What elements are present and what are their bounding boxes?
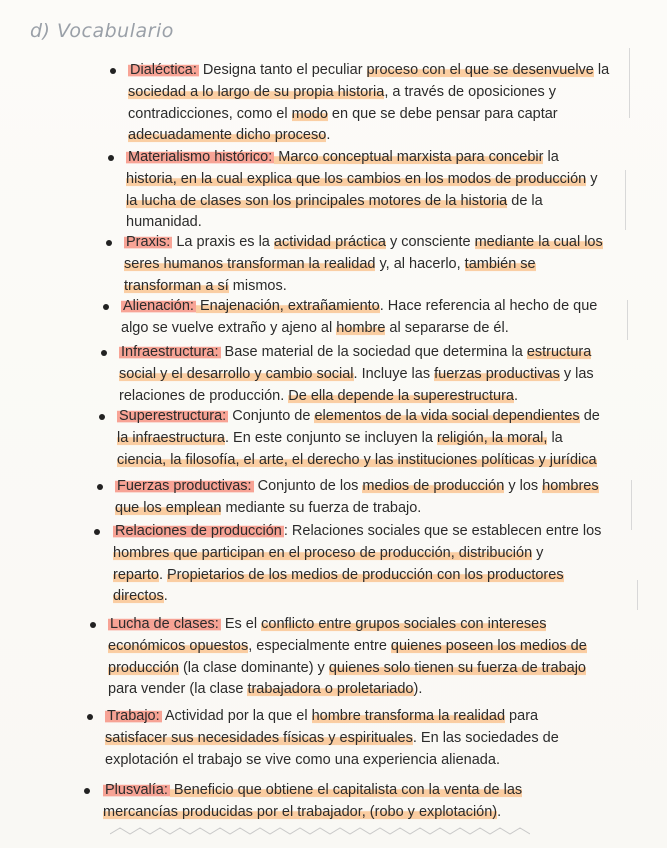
definition-text: la — [593, 62, 610, 78]
bullet-point — [94, 529, 100, 535]
page-heading: d) Vocabulario — [30, 20, 174, 42]
highlighted-text: satisfacer sus necesidades físicas y espirituales — [105, 729, 413, 746]
definition-text: y las — [559, 365, 594, 382]
definition-text: para — [505, 708, 539, 724]
highlighted-text: hombres — [542, 478, 599, 494]
highlighted-text: sociedad a lo largo de su propia historia — [128, 83, 385, 100]
vocabulary-entry — [117, 406, 600, 471]
highlighted-text: fuerzas productivas — [434, 365, 560, 382]
bullet-point — [101, 350, 107, 356]
entry-line — [121, 318, 597, 340]
definition-text: en que se debe pensar para captar — [327, 105, 558, 122]
vocabulary-term: Superestructura: — [119, 408, 227, 424]
highlighted-text: adecuadamente dicho proceso — [128, 127, 327, 144]
definition-text: . Hace referencia al hecho de que — [379, 298, 598, 314]
highlighted-text: De ella depende la superestructura — [288, 387, 514, 404]
definition-text: mismos. — [228, 277, 287, 294]
highlighted-text: Propietarios de los medios de producción con los productores — [167, 566, 564, 583]
highlighted-text: medios de producción — [362, 478, 505, 494]
vocabulary-term: Trabajo: — [107, 708, 160, 724]
definition-text: Conjunto de los — [253, 478, 363, 494]
vocabulary-entry — [108, 614, 587, 701]
definition-text: Conjunto de — [228, 408, 315, 424]
entry-line — [126, 147, 598, 169]
entry-line — [128, 82, 609, 104]
highlighted-text: hombre transforma la realidad — [311, 708, 506, 724]
definition-text: contradicciones, como el — [128, 105, 292, 122]
entry-line — [115, 476, 599, 498]
entry-line — [121, 296, 597, 318]
vocabulary-entry — [128, 60, 609, 147]
vocabulary-term: Infraestructura: — [121, 344, 219, 360]
highlighted-text: quienes solo tienen su fuerza de trabajo — [328, 659, 586, 676]
highlighted-text: elementos de la vida social dependientes — [314, 408, 580, 424]
entry-line — [117, 406, 600, 428]
entry-line — [108, 658, 587, 680]
vocabulary-entry — [113, 521, 601, 608]
highlighted-text: mediante la cual los — [474, 234, 603, 250]
vocabulary-term: Alienación: — [123, 298, 194, 314]
highlighted-text: conflicto entre grupos sociales con intereses — [261, 616, 547, 632]
highlighted-text: modo — [291, 105, 328, 122]
definition-text: . En las sociedades de — [412, 729, 559, 746]
vocabulary-term: Materialismo histórico: — [128, 149, 273, 165]
vocabulary-entry — [126, 147, 598, 234]
definition-text: algo se vuelve extraño y ajeno al — [121, 319, 337, 336]
vocabulary-term: Plusvalía: — [105, 782, 168, 798]
bullet-point — [110, 68, 116, 74]
vocabulary-term: Lucha de clases: — [110, 616, 219, 632]
entry-line — [105, 750, 559, 772]
definition-text: y — [532, 544, 544, 561]
definition-text: ). — [413, 681, 423, 698]
definition-text: (la clase dominante) y — [178, 659, 329, 676]
bullet-point — [106, 240, 112, 246]
definition-text: y consciente — [385, 234, 475, 250]
definition-text: de — [579, 408, 600, 424]
entry-line — [113, 565, 601, 587]
entry-line — [119, 364, 594, 386]
definition-text: : Relaciones sociales que se establecen entre los — [283, 523, 602, 539]
entry-line — [108, 614, 587, 636]
entry-line — [128, 104, 609, 126]
entry-line — [126, 169, 598, 191]
definition-text: la — [547, 429, 563, 446]
highlighted-text: Marco conceptual marxista para concebir — [274, 149, 544, 165]
zigzag-scribble — [110, 820, 530, 840]
highlighted-text: estructura — [526, 344, 592, 360]
entry-line — [103, 780, 522, 802]
definition-text: para vender (la clase — [108, 681, 248, 698]
entry-line — [119, 386, 594, 408]
bullet-point — [108, 155, 114, 161]
vocabulary-term: Praxis: — [126, 234, 171, 250]
entry-line — [128, 125, 609, 147]
entry-line — [113, 543, 601, 565]
entry-line — [108, 679, 587, 701]
highlighted-text: producción — [108, 659, 179, 676]
highlighted-text: directos — [113, 588, 164, 605]
vocabulary-entry — [121, 296, 597, 340]
definition-text: y los — [504, 478, 543, 494]
entry-line — [108, 636, 587, 658]
definition-text: , a través de oposiciones y — [384, 83, 557, 100]
vocabulary-term: Relaciones de producción — [115, 523, 282, 539]
highlighted-text: Enajenación, extrañamiento — [195, 298, 380, 314]
bullet-point — [103, 304, 109, 310]
definition-text: la — [543, 149, 559, 165]
highlighted-text: , en la cual explica que los cambios en los modos de producción — [172, 170, 587, 187]
definition-text: . — [163, 588, 168, 605]
highlighted-text: la lucha de clases son los principales motores de la historia — [126, 192, 508, 209]
highlighted-text: Beneficio que obtiene el capitalista con la venta de las — [169, 782, 523, 798]
highlighted-text: reparto — [113, 566, 159, 583]
entry-line — [117, 428, 600, 450]
vocabulary-entry — [115, 476, 599, 520]
highlighted-text: actividad práctica — [273, 234, 386, 250]
highlighted-text: social y el desarrollo y cambio social — [119, 365, 354, 382]
definition-text: Actividad por la que el — [161, 708, 312, 724]
vocabulary-term: Fuerzas productivas: — [117, 478, 252, 494]
vocabulary-entry — [105, 706, 559, 771]
definition-text: La praxis es la — [172, 234, 274, 250]
highlighted-text: quienes poseen los medios de — [390, 637, 587, 654]
definition-text: . — [158, 566, 168, 583]
bullet-point — [84, 788, 90, 794]
definition-text: . — [497, 803, 502, 820]
highlighted-text: trabajadora o proletariado — [247, 681, 414, 698]
entry-line — [124, 276, 603, 298]
highlighted-text: ciencia, la filosofía, el arte, el derecho y las instituciones políticas y jurídica — [117, 451, 597, 468]
vocabulary-entry — [124, 232, 603, 297]
definition-text: . En este conjunto se incluyen la — [225, 429, 437, 446]
definition-text: mediante su fuerza de trabajo. — [221, 499, 422, 516]
definition-text: Designa tanto el peculiar — [198, 62, 367, 78]
highlighted-text: económicos opuestos — [108, 637, 249, 654]
vocabulary-entry — [119, 342, 594, 407]
definition-text: de la — [507, 192, 543, 209]
bullet-point — [99, 414, 105, 420]
definition-text: . — [326, 127, 331, 144]
bullet-point — [97, 484, 103, 490]
definition-text: Base material de la sociedad que determina la — [220, 344, 527, 360]
highlighted-text: hombre — [336, 319, 386, 336]
entry-line — [126, 191, 598, 213]
highlighted-text: la infraestructura — [117, 429, 225, 446]
definition-text: humanidad. — [126, 214, 202, 231]
entry-line — [119, 342, 594, 364]
entry-line — [126, 212, 598, 234]
entry-line — [105, 728, 559, 750]
highlighted-text: mercancías producidas por el trabajador, (robo y explotación) — [103, 803, 498, 820]
entry-line — [115, 498, 599, 520]
entry-line — [117, 450, 600, 472]
entry-line — [113, 586, 601, 608]
vocabulary-term: Dialéctica: — [130, 62, 197, 78]
highlighted-text: proceso con el que se desenvuelve — [366, 62, 594, 78]
highlighted-text: historia — [126, 170, 173, 187]
highlighted-text: que los emplean — [115, 499, 222, 516]
definition-text: relaciones de producción. — [119, 387, 289, 404]
highlighted-text: también se — [464, 255, 536, 272]
highlighted-text: transforman a sí — [124, 277, 229, 294]
definition-text: Es el — [220, 616, 262, 632]
highlighted-text: seres humanos transforman la realidad — [124, 255, 376, 272]
definition-text: . Incluye las — [353, 365, 435, 382]
entry-line — [128, 60, 609, 82]
bullet-point — [90, 622, 96, 628]
highlighted-text: religión, la moral, — [437, 429, 548, 446]
bullet-point — [87, 714, 93, 720]
entry-line — [124, 254, 603, 276]
entry-line — [124, 232, 603, 254]
definition-text: . — [513, 387, 519, 404]
entry-line — [105, 706, 559, 728]
definition-text: y — [586, 170, 598, 187]
highlighted-text: hombres que participan en el proceso de producción, distribución — [113, 544, 533, 561]
definition-text: , especialmente entre — [248, 637, 391, 654]
entry-line — [113, 521, 601, 543]
definition-text: y, al hacerlo, — [375, 255, 465, 272]
definition-text: al separarse de él. — [385, 319, 509, 336]
definition-text: explotación el trabajo se vive como una experiencia alienada. — [105, 751, 500, 768]
vocabulary-entry — [103, 780, 522, 824]
